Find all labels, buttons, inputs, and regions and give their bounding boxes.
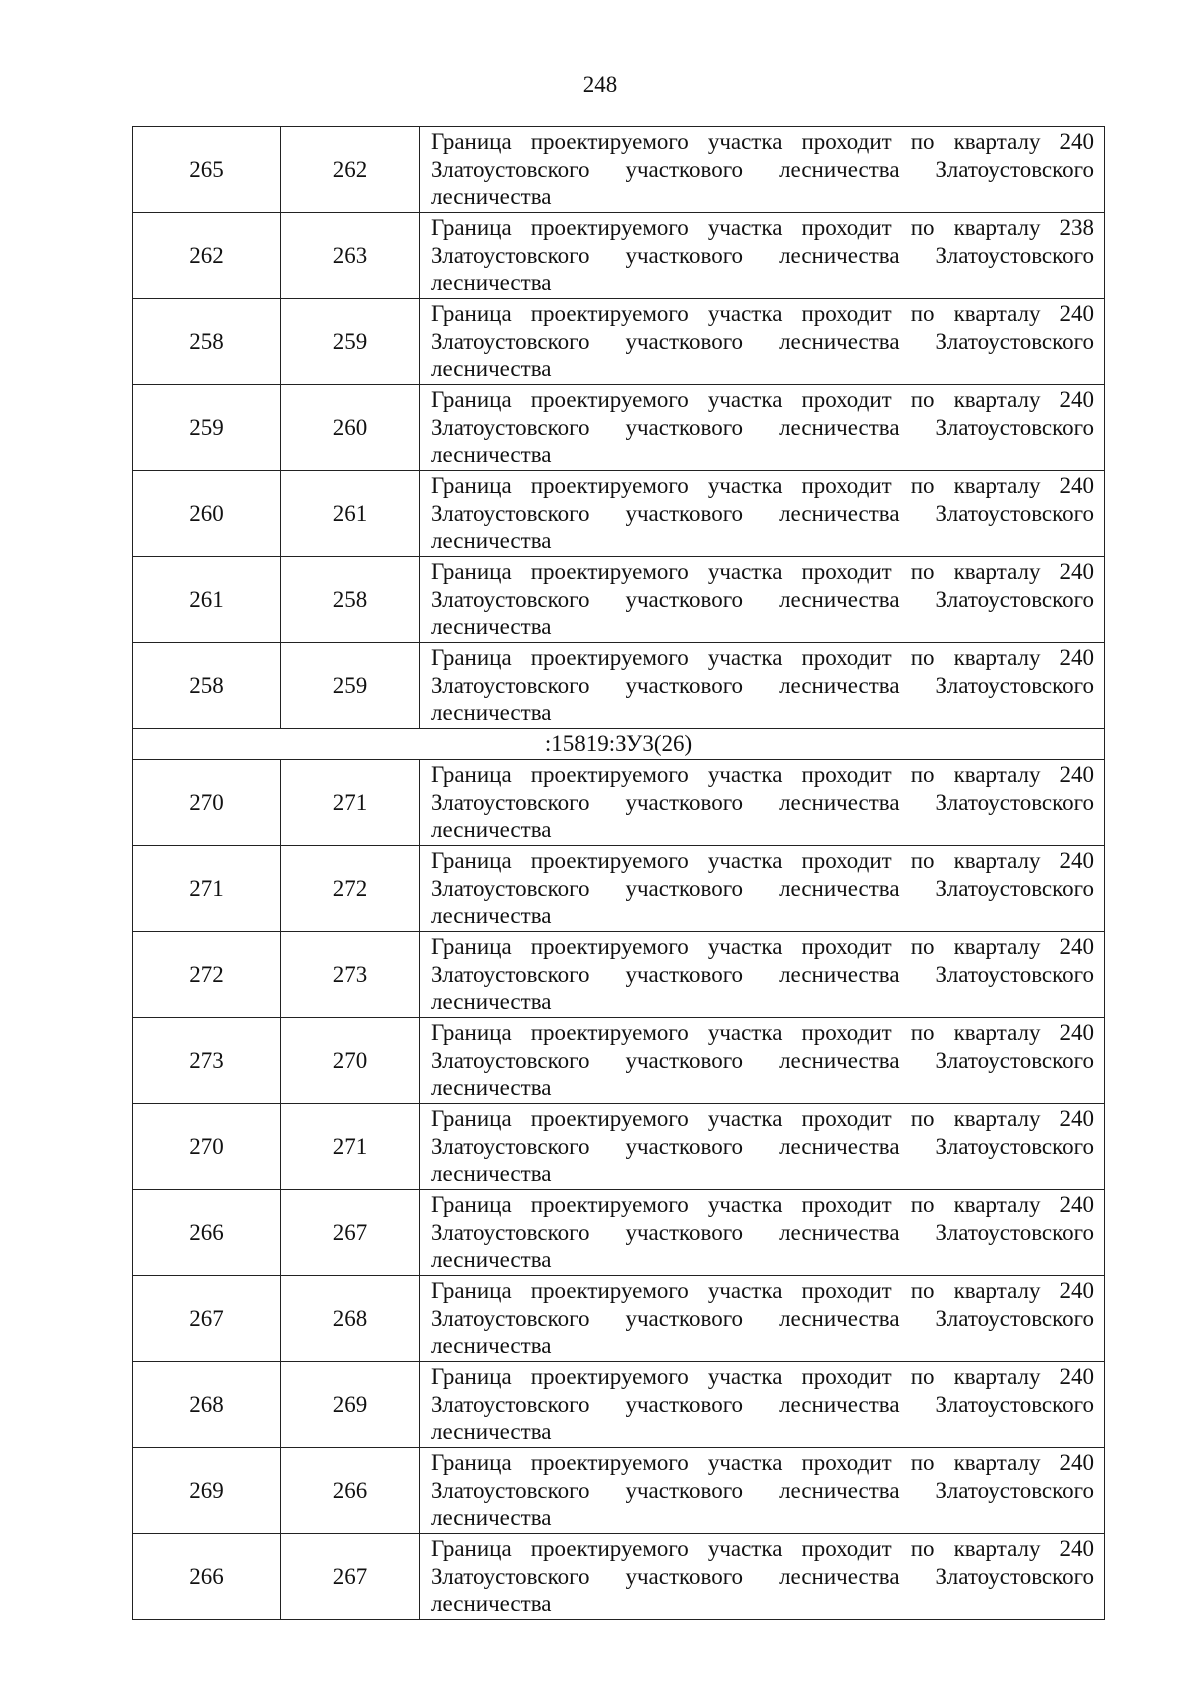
table-row — [133, 1018, 1105, 1104]
table-row — [133, 557, 1105, 643]
point-from-cell: 261 — [133, 557, 281, 643]
boundary-description-cell: Граница проектируемого участка проходит по кварталу 240 Златоустовского участкового лесничества Златоустовского лесничества — [420, 471, 1105, 557]
table-row — [133, 846, 1105, 932]
boundary-table-body — [133, 127, 1105, 1620]
point-to-cell: 267 — [281, 1190, 420, 1276]
point-from-cell: 269 — [133, 1448, 281, 1534]
point-to-cell: 266 — [281, 1448, 420, 1534]
point-to-cell: 270 — [281, 1018, 420, 1104]
parcel-heading: :15819:ЗУ3(26) — [133, 729, 1105, 760]
boundary-description-cell: Граница проектируемого участка проходит по кварталу 240 Златоустовского участкового лесничества Златоустовского лесничества — [420, 1448, 1105, 1534]
boundary-description-cell: Граница проектируемого участка проходит по кварталу 240 Златоустовского участкового лесничества Златоустовского лесничества — [420, 760, 1105, 846]
table-row — [133, 1534, 1105, 1620]
point-from-cell: 262 — [133, 213, 281, 299]
point-to-cell: 271 — [281, 1104, 420, 1190]
point-to-cell: 260 — [281, 385, 420, 471]
point-from-cell: 258 — [133, 299, 281, 385]
table-row — [133, 471, 1105, 557]
boundary-description-cell: Граница проектируемого участка проходит по кварталу 240 Златоустовского участкового лесничества Златоустовского лесничества — [420, 932, 1105, 1018]
point-from-cell: 265 — [133, 127, 281, 213]
point-to-cell: 272 — [281, 846, 420, 932]
boundary-table — [132, 126, 1105, 1620]
boundary-description-cell: Граница проектируемого участка проходит по кварталу 240 Златоустовского участкового лесничества Златоустовского лесничества — [420, 643, 1105, 729]
table-row — [133, 1276, 1105, 1362]
table-row — [133, 299, 1105, 385]
point-to-cell: 259 — [281, 299, 420, 385]
point-from-cell: 258 — [133, 643, 281, 729]
point-to-cell: 262 — [281, 127, 420, 213]
boundary-description-cell: Граница проектируемого участка проходит по кварталу 240 Златоустовского участкового лесничества Златоустовского лесничества — [420, 1190, 1105, 1276]
boundary-description-cell: Граница проектируемого участка проходит по кварталу 240 Златоустовского участкового лесничества Златоустовского лесничества — [420, 1276, 1105, 1362]
boundary-description-cell: Граница проектируемого участка проходит по кварталу 238 Златоустовского участкового лесничества Златоустовского лесничества — [420, 213, 1105, 299]
table-row — [133, 1190, 1105, 1276]
table-row — [133, 932, 1105, 1018]
point-to-cell: 261 — [281, 471, 420, 557]
boundary-table-container — [132, 126, 1104, 1620]
point-from-cell: 266 — [133, 1190, 281, 1276]
point-to-cell: 271 — [281, 760, 420, 846]
table-row — [133, 127, 1105, 213]
table-row — [133, 1448, 1105, 1534]
point-from-cell: 272 — [133, 932, 281, 1018]
point-to-cell: 268 — [281, 1276, 420, 1362]
point-to-cell: 263 — [281, 213, 420, 299]
point-to-cell: 258 — [281, 557, 420, 643]
table-row — [133, 760, 1105, 846]
section-heading-row — [133, 729, 1105, 760]
boundary-description-cell: Граница проектируемого участка проходит по кварталу 240 Златоустовского участкового лесничества Златоустовского лесничества — [420, 846, 1105, 932]
boundary-description-cell: Граница проектируемого участка проходит по кварталу 240 Златоустовского участкового лесничества Златоустовского лесничества — [420, 1534, 1105, 1620]
table-row — [133, 1104, 1105, 1190]
point-from-cell: 270 — [133, 1104, 281, 1190]
page-number: 248 — [582, 72, 618, 97]
table-row — [133, 1362, 1105, 1448]
boundary-description-cell: Граница проектируемого участка проходит по кварталу 240 Златоустовского участкового лесничества Златоустовского лесничества — [420, 299, 1105, 385]
boundary-description-cell: Граница проектируемого участка проходит по кварталу 240 Златоустовского участкового лесничества Златоустовского лесничества — [420, 1018, 1105, 1104]
point-from-cell: 266 — [133, 1534, 281, 1620]
boundary-description-cell: Граница проектируемого участка проходит по кварталу 240 Златоустовского участкового лесничества Златоустовского лесничества — [420, 385, 1105, 471]
point-to-cell: 259 — [281, 643, 420, 729]
table-row — [133, 213, 1105, 299]
boundary-description-cell: Граница проектируемого участка проходит по кварталу 240 Златоустовского участкового лесничества Златоустовского лесничества — [420, 127, 1105, 213]
point-to-cell: 267 — [281, 1534, 420, 1620]
point-to-cell: 269 — [281, 1362, 420, 1448]
point-from-cell: 271 — [133, 846, 281, 932]
point-from-cell: 259 — [133, 385, 281, 471]
point-from-cell: 267 — [133, 1276, 281, 1362]
point-to-cell: 273 — [281, 932, 420, 1018]
boundary-description-cell: Граница проектируемого участка проходит по кварталу 240 Златоустовского участкового лесничества Златоустовского лесничества — [420, 557, 1105, 643]
table-row — [133, 385, 1105, 471]
boundary-description-cell: Граница проектируемого участка проходит по кварталу 240 Златоустовского участкового лесничества Златоустовского лесничества — [420, 1362, 1105, 1448]
boundary-description-cell: Граница проектируемого участка проходит по кварталу 240 Златоустовского участкового лесничества Златоустовского лесничества — [420, 1104, 1105, 1190]
point-from-cell: 273 — [133, 1018, 281, 1104]
point-from-cell: 270 — [133, 760, 281, 846]
table-row — [133, 643, 1105, 729]
point-from-cell: 268 — [133, 1362, 281, 1448]
point-from-cell: 260 — [133, 471, 281, 557]
